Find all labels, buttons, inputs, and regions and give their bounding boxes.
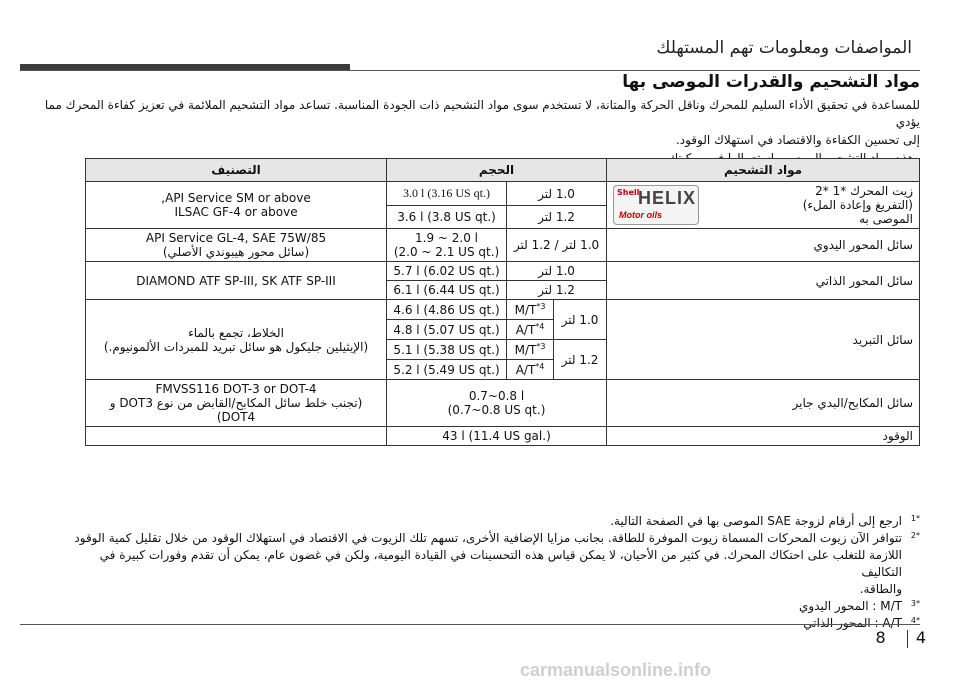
volume-liters: 1.0 لتر / 1.2 لتر bbox=[507, 229, 607, 262]
coolant-type: $M/T^{*3}$ bbox=[507, 300, 554, 320]
volume-qt: 1.9 ~ 2.0 l (2.0 ~ 2.1 US qt.) bbox=[387, 229, 507, 262]
fuel-label: الوقود bbox=[607, 427, 920, 446]
lubricant-table bbox=[85, 158, 920, 446]
volume-liters: 1.0 لتر bbox=[507, 262, 607, 281]
col-classification: التصنيف bbox=[86, 159, 387, 182]
engine-oil-recommended: الموصى به bbox=[859, 212, 913, 226]
manual-fluid-label: سائل المحور اليدوي bbox=[607, 229, 920, 262]
table-row bbox=[86, 262, 920, 281]
volume-qt: 4.6 l (4.86 US qt.) bbox=[387, 300, 507, 320]
page-number bbox=[875, 628, 930, 647]
footnote: *3 M/T : المحور اليدوي bbox=[799, 599, 920, 613]
footnote: *4 A/T : المحور الذاتي bbox=[803, 616, 920, 630]
table-row bbox=[86, 427, 920, 446]
engine-oil-name: زيت المحرك *1 *2 bbox=[815, 184, 913, 198]
brake-fluid-label: سائل المكابح/البدي جاير bbox=[607, 380, 920, 427]
coolant-type: $M/T^{*3}$ bbox=[507, 340, 554, 360]
volume-qt: 5.2 l (5.49 US qt.) bbox=[387, 360, 507, 380]
volume-qt: 3.6 l (3.8 US qt.) bbox=[387, 206, 507, 229]
footnote: *1 ارجع إلى أرقام لزوجة SAE الموصى بها في الصفحة التالية. bbox=[610, 514, 920, 528]
table-row bbox=[86, 300, 920, 320]
volume-qt: 6.1 l (6.44 US qt.) bbox=[387, 281, 507, 300]
engine-oil-note: (التفريغ وإعادة الملء) bbox=[802, 198, 913, 212]
chapter-title: المواصفات ومعلومات تهم المستهلك bbox=[656, 38, 912, 58]
chapter-header bbox=[20, 30, 920, 68]
watermark: carmanualsonline.info bbox=[520, 660, 712, 680]
coolant-type: $A/T^{*4}$ bbox=[507, 360, 554, 380]
automatic-fluid-label: سائل المحور الذاتي bbox=[607, 262, 920, 300]
volume-qt: 5.7 l (6.02 US qt.) bbox=[387, 262, 507, 281]
fuel-class bbox=[86, 427, 387, 446]
footer-rule bbox=[20, 624, 920, 625]
table-header-row bbox=[86, 159, 920, 182]
footnotes bbox=[60, 513, 920, 632]
table-row bbox=[86, 229, 920, 262]
volume-liters: 1.0 لتر bbox=[507, 182, 607, 206]
volume-qt: 3.0 l (3.16 US qt.) bbox=[387, 182, 507, 206]
volume-liters: 1.2 لتر bbox=[507, 281, 607, 300]
engine-oil-label bbox=[607, 182, 920, 229]
intro-paragraph: إلى تحسين الكفاءة والاقتصاد في استهلاك الوقود. bbox=[675, 133, 920, 147]
table-row bbox=[86, 182, 920, 206]
header-rule-thin bbox=[20, 70, 920, 71]
fuel-volume: 43 l (11.4 US gal.) bbox=[387, 427, 607, 446]
page-number-divider bbox=[907, 630, 908, 648]
col-volume: الحجم bbox=[387, 159, 607, 182]
volume-qt: 0.7~0.8 l (0.7~0.8 US qt.) bbox=[387, 380, 607, 427]
coolant-class: الخلاط، تجمع بالماء (الإيثيلين جليكول هو سائل تبريد للمبردات الألمونيوم.) bbox=[86, 300, 387, 380]
col-lubricant: مواد التشحيم bbox=[607, 159, 920, 182]
section-heading: مواد التشحيم والقدرات الموصى بها bbox=[622, 72, 920, 92]
coolant-type: $A/T^{*4}$ bbox=[507, 320, 554, 340]
manual-fluid-class: API Service GL-4, SAE 75W/85 (سائل محور هيبوندي الأصلي) bbox=[86, 229, 387, 262]
coolant-group-2: 1.2 لتر bbox=[554, 340, 607, 380]
volume-liters: 1.2 لتر bbox=[507, 206, 607, 229]
chapter-number: 8 bbox=[875, 628, 890, 647]
volume-qt: 4.8 l (5.07 US qt.) bbox=[387, 320, 507, 340]
intro-paragraph: للمساعدة في تحقيق الأداء السليم للمحرك وناقل الحركة والمتانة، لا تستخدم سوى مواد التشحيم ذات الجودة المناسبة. تساعد مواد التشحيم الملائمة في تعزيز كفاءة المحرك مما يؤدي bbox=[44, 98, 920, 129]
engine-oil-class: API Service SM or above, ILSAC GF-4 or above bbox=[86, 182, 387, 229]
table-row bbox=[86, 380, 920, 427]
automatic-fluid-class: DIAMOND ATF SP-III, SK ATF SP-III bbox=[86, 262, 387, 300]
coolant-group-1: 1.0 لتر bbox=[554, 300, 607, 340]
page-index: 4 bbox=[915, 628, 930, 647]
brake-fluid-class: FMVSS116 DOT-3 or DOT-4 (تجنب خلط سائل المكابح/القابض من نوع DOT3 و DOT4) bbox=[86, 380, 387, 427]
shell-helix-logo: Shell HELIX Motor oils bbox=[613, 185, 699, 225]
footnote: *2 تتوافر الآن زيوت المحركات المسماة زيوت الموفرة للطاقة. بجانب مزايا الإضافية الأخرى، تسهم تلك الزيوت في الاقتصاد في استهلاك الوقود من خلال تقليل كمية الوقود اللازمة للتغلب على احتكاك المحرك. في كثير من الأحيان، لا يمكن قياس هذه التحسينات في القيادة اليومية، ولكن في غضون عام، يمكن أن تقدم وفورات كبيرة في التكاليف والطاقة. bbox=[74, 531, 920, 596]
coolant-label: سائل التبريد bbox=[607, 300, 920, 380]
volume-qt: 5.1 l (5.38 US qt.) bbox=[387, 340, 507, 360]
